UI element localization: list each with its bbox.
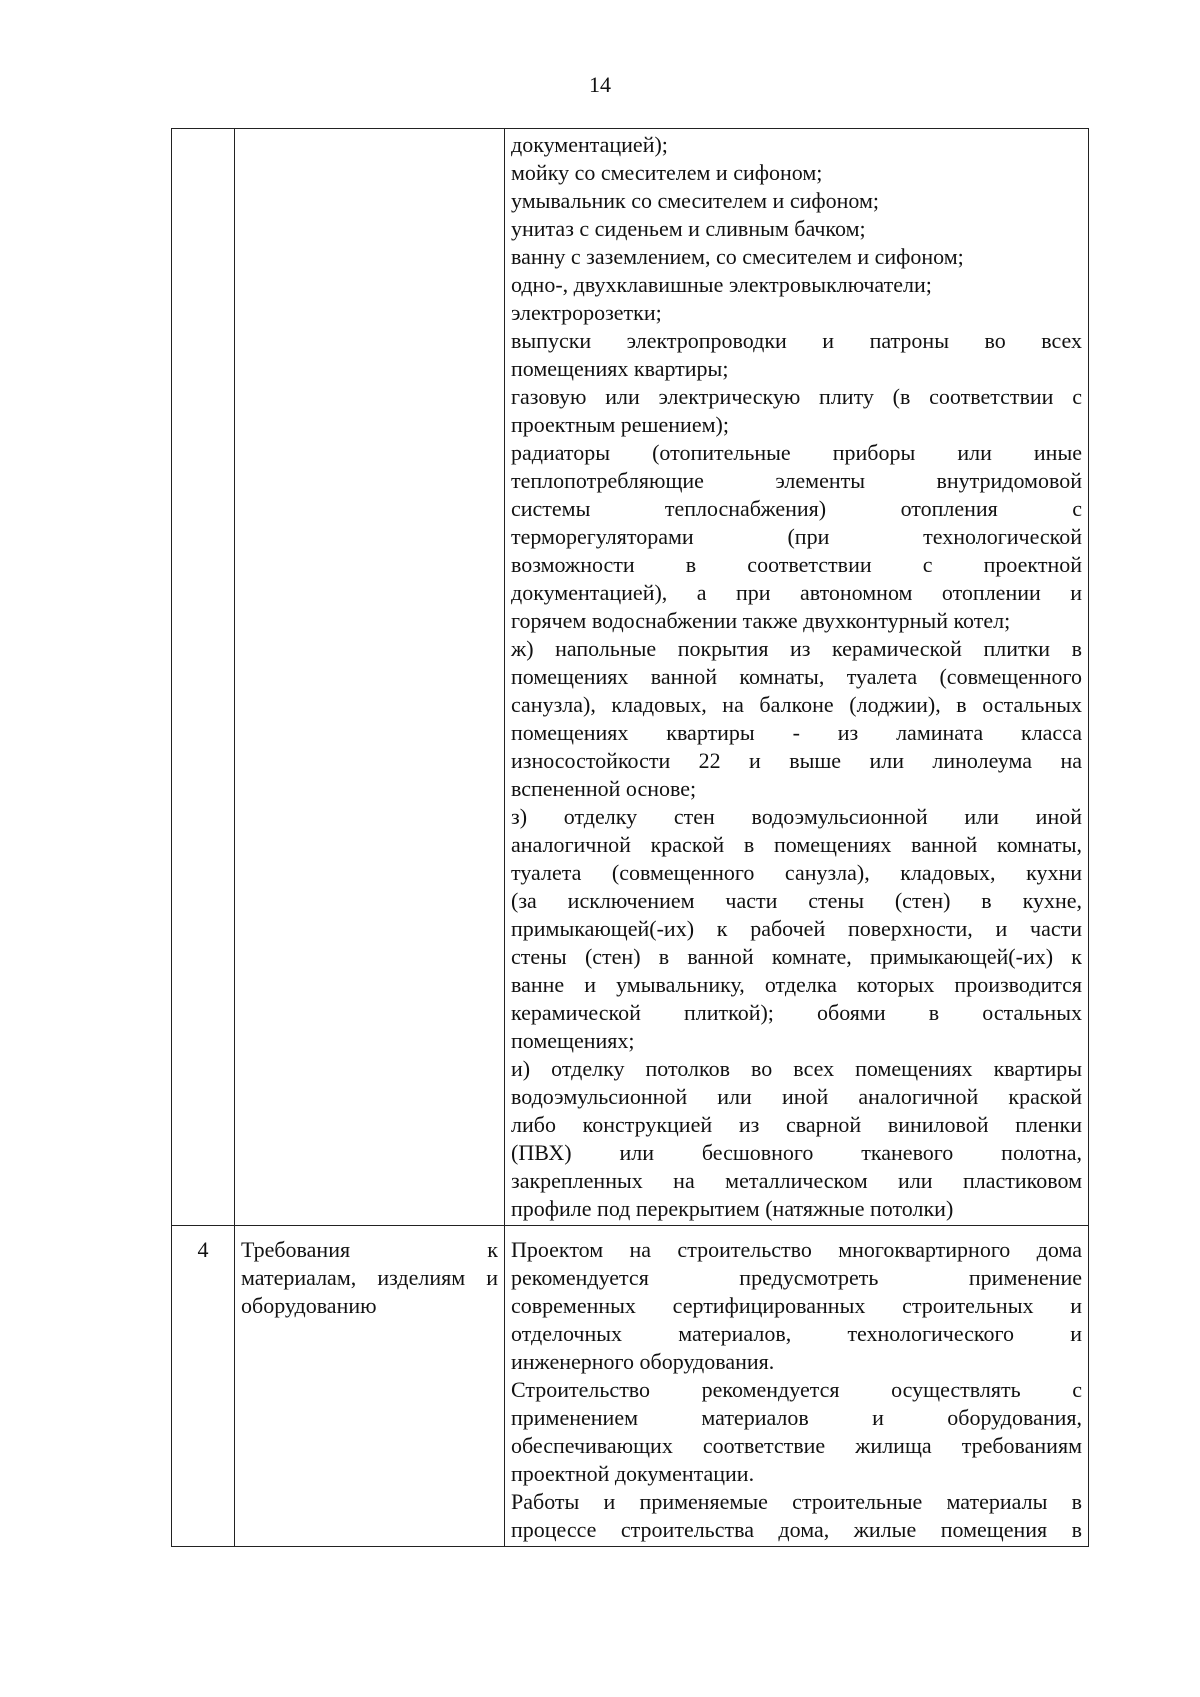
text-line: Работы и применяемые строительные материалы в — [511, 1489, 1082, 1514]
text-line: оборудованию — [241, 1293, 377, 1318]
text-line: Проектом на строительство многоквартирного дома — [511, 1237, 1082, 1262]
text-line: документацией); — [511, 132, 668, 157]
text-line: процессе строительства дома, жилые помещения в — [511, 1517, 1082, 1542]
text-line: возможности в соответствии с проектной — [511, 552, 1082, 577]
text-line: профиле под перекрытием (натяжные потолки) — [511, 1196, 954, 1221]
requirement-cell — [235, 1226, 505, 1547]
text-line: (ПВХ) или бесшовного тканевого полотна, — [511, 1140, 1082, 1165]
text-line: и) отделку потолков во всех помещениях квартиры — [511, 1056, 1082, 1081]
text-line: з) отделку стен водоэмульсионной или иной — [511, 804, 1082, 829]
text-line: газовую или электрическую плиту (в соответствии с — [511, 384, 1082, 409]
text-line: рекомендуется предусмотреть применение — [511, 1265, 1082, 1290]
text-line: закрепленных на металлическом или пластиковом — [511, 1168, 1082, 1193]
text-line: аналогичной краской в помещениях ванной комнаты, — [511, 832, 1082, 857]
text-line: унитаз с сиденьем и сливным бачком; — [511, 216, 866, 241]
text-line: ж) напольные покрытия из керамической плитки в — [511, 636, 1082, 661]
text-line: Строительство рекомендуется осуществлять с — [511, 1377, 1082, 1402]
text-line: помещениях ванной комнаты, туалета (совмещенного — [511, 664, 1082, 689]
text-line: стены (стен) в ванной комнате, примыкающей(-их) к — [511, 944, 1082, 969]
text-line: санузла), кладовых, на балконе (лоджии), в остальных — [511, 692, 1082, 717]
text-line: ванну с заземлением, со смесителем и сифоном; — [511, 244, 964, 269]
requirement-lines — [241, 1236, 498, 1320]
text-line: (за исключением части стены (стен) в кухне, — [511, 888, 1082, 913]
text-line: радиаторы (отопительные приборы или иные — [511, 440, 1082, 465]
text-line: теплопотребляющие элементы внутридомовой — [511, 468, 1082, 493]
content-cell — [505, 1226, 1089, 1547]
requirements-table — [171, 128, 1089, 1547]
requirement-cell — [235, 129, 505, 1226]
text-line: вспененной основе; — [511, 776, 697, 801]
text-line: керамической плиткой); обоями в остальных — [511, 1000, 1082, 1025]
text-line: туалета (совмещенного санузла), кладовых, кухни — [511, 860, 1082, 885]
row-number-cell: 4 — [172, 1226, 235, 1547]
text-line: проектной документации. — [511, 1461, 755, 1486]
content-lines — [511, 131, 1082, 1223]
text-line: помещениях квартиры; — [511, 356, 729, 381]
text-line: мойку со смесителем и сифоном; — [511, 160, 823, 185]
text-line: Требования к — [241, 1237, 498, 1262]
table-row — [172, 129, 1089, 1226]
text-line: либо конструкцией из сварной виниловой пленки — [511, 1112, 1082, 1137]
text-line: примыкающей(-их) к рабочей поверхности, и части — [511, 916, 1082, 941]
row-number-cell — [172, 129, 235, 1226]
text-line: умывальник со смесителем и сифоном; — [511, 188, 880, 213]
text-line: инженерного оборудования. — [511, 1349, 775, 1374]
text-line: помещениях квартиры - из ламината класса — [511, 720, 1082, 745]
content-cell — [505, 129, 1089, 1226]
text-line: выпуски электропроводки и патроны во всех — [511, 328, 1082, 353]
text-line: системы теплоснабжения) отопления с — [511, 496, 1082, 521]
text-line: водоэмульсионной или иной аналогичной краской — [511, 1084, 1082, 1109]
text-line: материалам, изделиям и — [241, 1265, 498, 1290]
text-line: документацией), а при автономном отоплении и — [511, 580, 1082, 605]
table-row — [172, 1226, 1089, 1547]
text-line: отделочных материалов, технологического и — [511, 1321, 1082, 1346]
text-line: современных сертифицированных строительных и — [511, 1293, 1082, 1318]
content-lines — [511, 1236, 1082, 1544]
text-line: применением материалов и оборудования, — [511, 1405, 1082, 1430]
text-line: ванне и умывальнику, отделка которых производится — [511, 972, 1082, 997]
text-line: электророзетки; — [511, 300, 662, 325]
page-number: 14 — [589, 72, 611, 97]
text-line: помещениях; — [511, 1028, 635, 1053]
text-line: проектным решением); — [511, 412, 729, 437]
text-line: горячем водоснабжении также двухконтурный котел; — [511, 608, 1011, 633]
text-line: терморегуляторами (при технологической — [511, 524, 1082, 549]
text-line: одно-, двухклавишные электровыключатели; — [511, 272, 932, 297]
text-line: износостойкости 22 и выше или линолеума на — [511, 748, 1082, 773]
text-line: обеспечивающих соответствие жилища требованиям — [511, 1433, 1082, 1458]
